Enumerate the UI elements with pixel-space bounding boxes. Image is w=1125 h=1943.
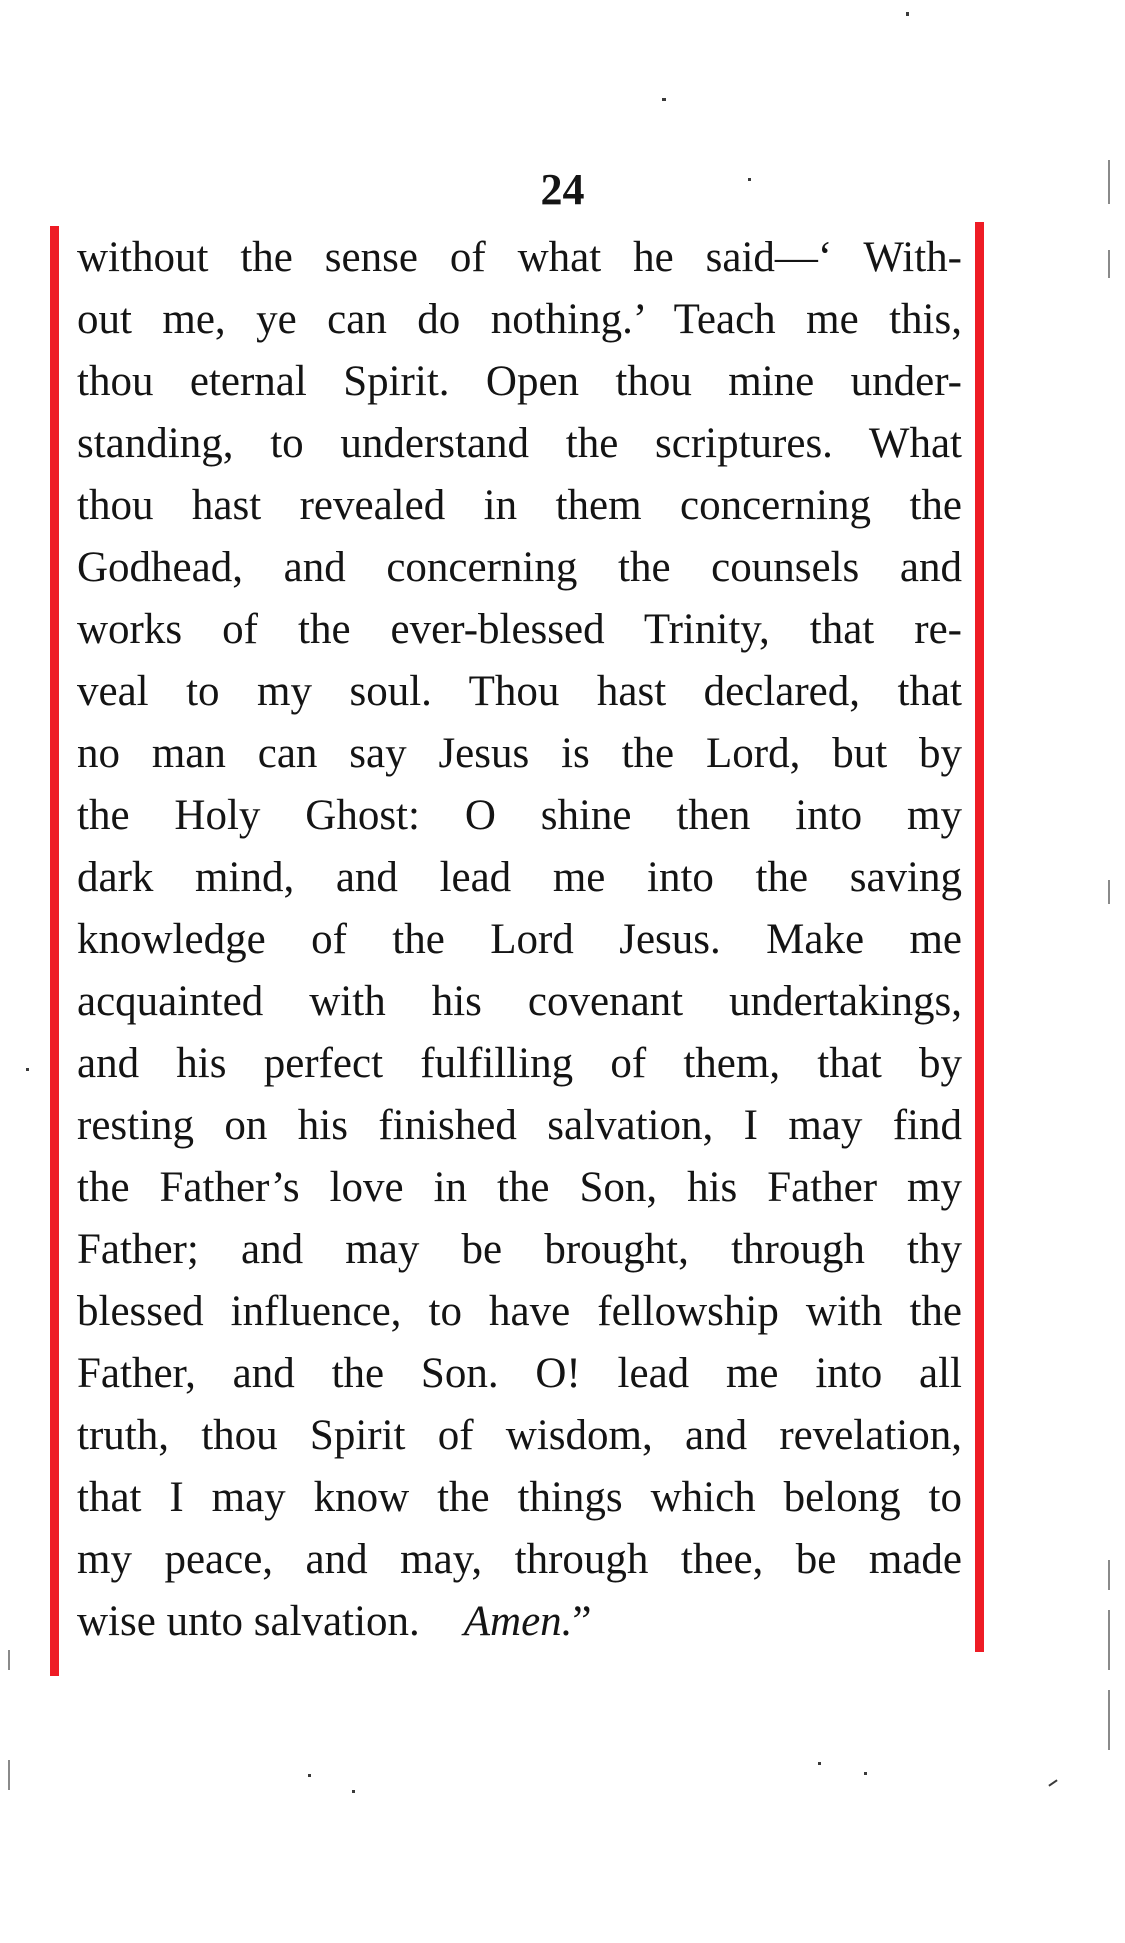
text-line: the Holy Ghost: O shine then into my xyxy=(77,792,962,839)
text-line: standing, to understand the scriptures. What xyxy=(77,420,962,467)
text-line: resting on his finished salvation, I may find xyxy=(77,1102,962,1149)
edge-mark xyxy=(1108,160,1110,204)
text-line: Godhead, and concerning the counsels and xyxy=(77,544,962,591)
text-line: works of the ever-blessed Trinity, that re- xyxy=(77,606,962,653)
scan-speck xyxy=(26,1068,29,1071)
text-line: veal to my soul. Thou hast declared, that xyxy=(77,668,962,715)
edge-mark xyxy=(8,1650,10,1670)
edge-mark xyxy=(1108,1690,1110,1750)
edge-mark xyxy=(1108,1610,1110,1670)
text-line-last xyxy=(77,1591,962,1653)
text-line: thou eternal Spirit. Open thou mine under- xyxy=(77,358,962,405)
closing-quote: ” xyxy=(572,1598,592,1645)
text-line: out me, ye can do nothing.’ Teach me this, xyxy=(77,296,962,343)
text-line: blessed influence, to have fellowship with the xyxy=(77,1288,962,1335)
scan-speck xyxy=(1048,1779,1057,1786)
edge-mark xyxy=(1108,1560,1110,1590)
page-number: 24 xyxy=(540,165,585,214)
scan-speck xyxy=(352,1790,355,1793)
text-line: that I may know the things which belong to xyxy=(77,1474,962,1521)
highlight-marker-left xyxy=(50,226,59,1676)
highlight-marker-right xyxy=(975,222,984,1652)
scan-speck xyxy=(864,1772,867,1775)
text-line: thou hast revealed in them concerning the xyxy=(77,482,962,529)
text-line: Father, and the Son. O! lead me into all xyxy=(77,1350,962,1397)
text-line: truth, thou Spirit of wisdom, and revelation, xyxy=(77,1412,962,1459)
closing-word: Amen. xyxy=(463,1598,573,1645)
text-line: dark mind, and lead me into the saving xyxy=(77,854,962,901)
edge-mark xyxy=(8,1760,10,1790)
edge-mark xyxy=(1108,250,1110,278)
text-line: Father; and may be brought, through thy xyxy=(77,1226,962,1273)
scan-speck xyxy=(748,178,751,181)
last-line-text: wise unto salvation. xyxy=(77,1598,420,1645)
scan-speck xyxy=(662,98,666,101)
text-line: and his perfect fulfilling of them, that by xyxy=(77,1040,962,1087)
scan-speck xyxy=(906,12,909,16)
edge-mark xyxy=(1108,880,1110,904)
text-line: without the sense of what he said—‘ With- xyxy=(77,234,962,281)
text-line: the Father’s love in the Son, his Father my xyxy=(77,1164,962,1211)
text-line: no man can say Jesus is the Lord, but by xyxy=(77,730,962,777)
scan-speck xyxy=(308,1774,311,1777)
text-line: my peace, and may, through thee, be made xyxy=(77,1536,962,1583)
text-line: acquainted with his covenant undertakings, xyxy=(77,978,962,1025)
scan-speck xyxy=(818,1762,821,1765)
text-line: knowledge of the Lord Jesus. Make me xyxy=(77,916,962,963)
body-text xyxy=(77,227,962,1653)
